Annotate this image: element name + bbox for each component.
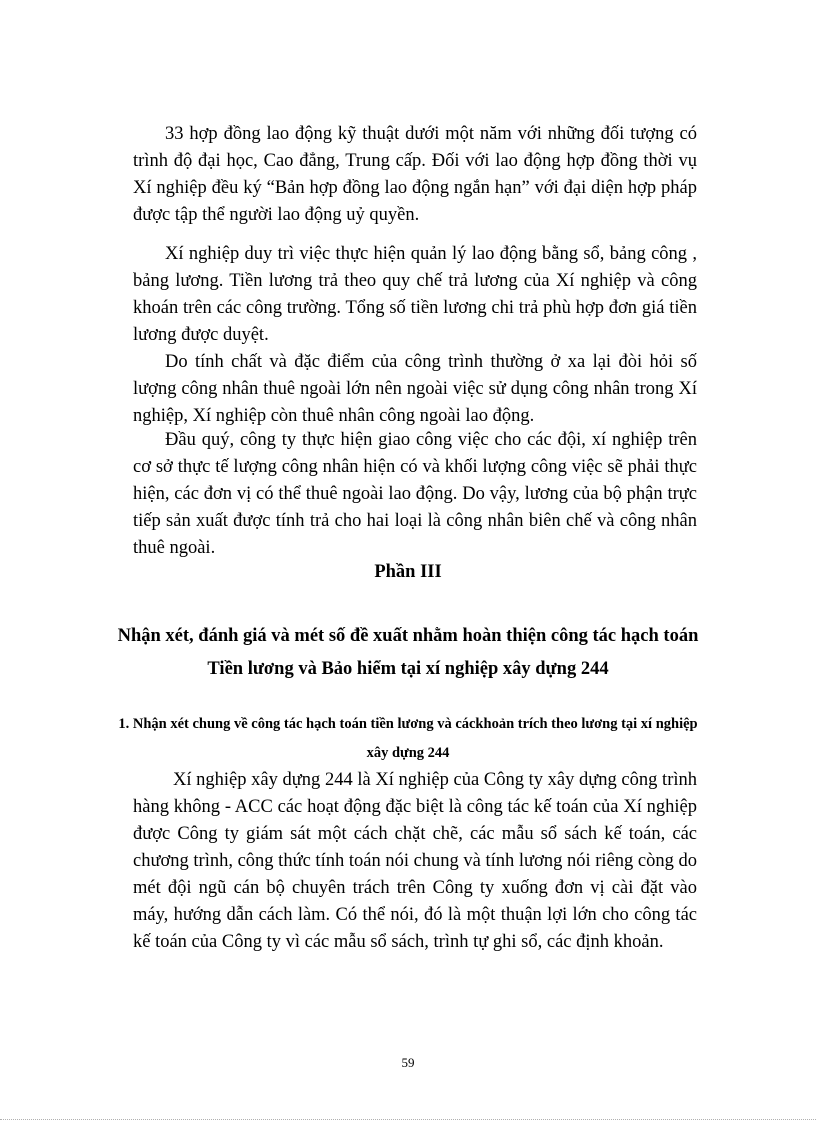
page-bottom-rule <box>0 1119 816 1120</box>
page-number: 59 <box>401 1055 415 1070</box>
section-heading: 1. Nhận xét chung về công tác hạch toán tiền lương và cáckhoản trích theo lương tại xí nghiệp xây dựng 244 <box>118 716 698 761</box>
chapter-title: Nhận xét, đánh giá và mét số đề xuất nhằm hoàn thiện công tác hạch toán Tiền lương và Bảo hiểm tại xí nghiệp xây dựng 244 <box>117 626 699 679</box>
paragraph-outsourced-workers: Do tính chất và đặc điểm của công trình thường ở xa lại đòi hỏi số lượng công nhân thuê ngoài lớn nên ngoài việc sử dụng công nhân trong Xí nghiệp, Xí nghiệp còn thuê nhân công ngoài lao động. <box>133 352 697 426</box>
paragraph-quarterly-assignment: Đầu quý, công ty thực hiện giao công việc cho các đội, xí nghiệp trên cơ sở thực tế lượng công nhân hiện có và khối lượng công việc sẽ phải thực hiện, các đơn vị có thể thuê ngoài lao động. Do vậy, lương của bộ phận trực tiếp sản xuất được tính trả cho hai loại là công nhân biên chế và công nhân thuê ngoài. <box>133 430 697 558</box>
paragraph-contracts: 33 hợp đồng lao động kỹ thuật dưới một năm với những đối tượng có trình độ đại học, Cao đẳng, Trung cấp. Đối với lao động hợp đồng thời vụ Xí nghiệp đều ký “Bản hợp đồng lao động ngắn hạn” với đại diện hợp pháp được tập thể người lao động uỷ quyền. <box>133 124 697 225</box>
part-heading: Phần III <box>374 562 442 582</box>
paragraph-labor-management: Xí nghiệp duy trì việc thực hiện quản lý lao động bằng sổ, bảng công , bảng lương. Tiền lương trả theo quy chế trả lương của Xí nghiệp và công khoán trên các công trường. Tổng số tiền lương chi trả phù hợp đơn giá tiền lương được duyệt. <box>133 244 697 345</box>
paragraph-enterprise-overview: Xí nghiệp xây dựng 244 là Xí nghiệp của Công ty xây dựng công trình hàng không - ACC các hoạt động đặc biệt là công tác kế toán của Xí nghiệp được Công ty giám sát một cách chặt chẽ, các mẫu sổ sách kế toán, các chương trình, công thức tính toán nói chung và tính lương nói riêng còng do mét đội ngũ cán bộ chuyên trách trên Công ty xuống đơn vị cài đặt vào máy, hướng dẫn cách làm. Có thể nói, đó là một thuận lợi lớn cho công tác kế toán của Công ty vì các mẫu sổ sách, trình tự ghi sổ, các định khoản. <box>133 770 697 952</box>
